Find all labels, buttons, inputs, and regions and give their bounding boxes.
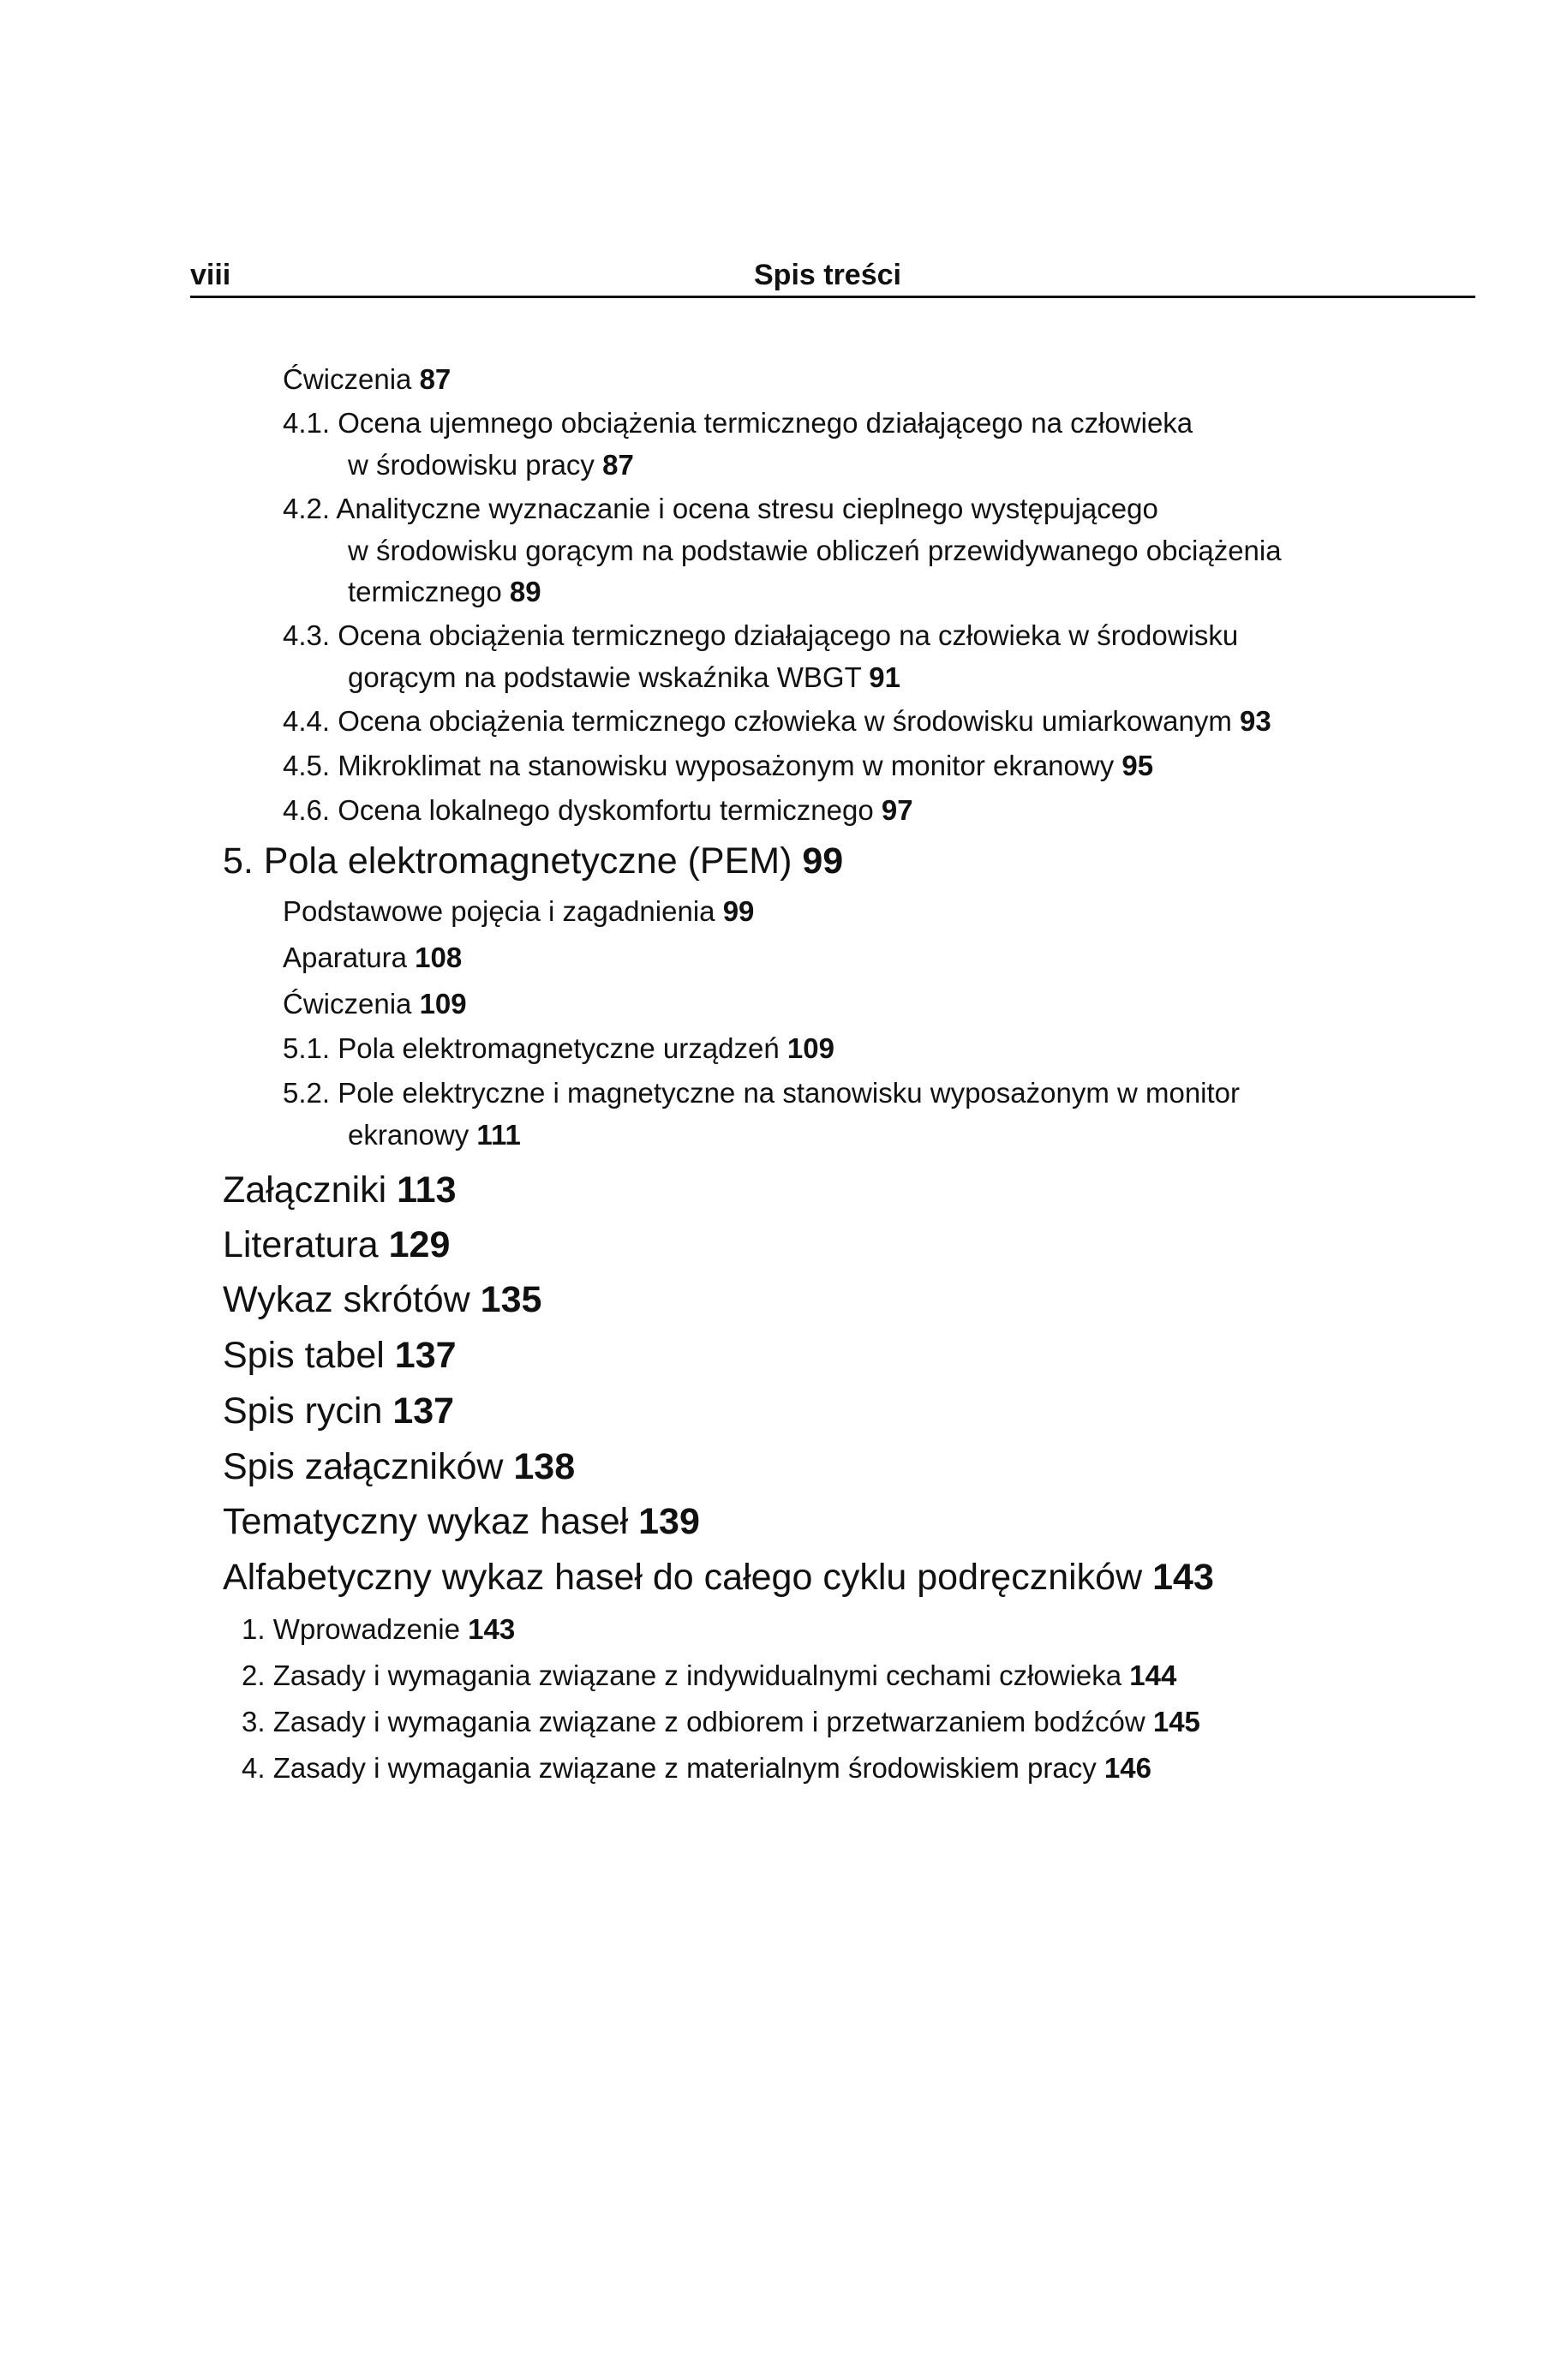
toc-entry-text: Aparatura [283,942,407,973]
toc-entry-4-3-cont [348,661,900,694]
toc-section-number: 3. [242,1706,266,1737]
toc-page-number: 89 [509,576,541,607]
toc-entry-4-2-cont1 [348,535,1282,567]
toc-page-number: 129 [388,1224,451,1265]
toc-entry-thematic-index[interactable] [223,1502,700,1542]
toc-entry-appendix-list[interactable] [223,1447,575,1487]
toc-entry-4-3[interactable] [283,620,1238,651]
toc-entry-4-2[interactable] [283,493,1158,524]
toc-entry-5-2[interactable] [283,1078,1240,1109]
toc-entry-text: Wykaz skrótów [223,1279,470,1320]
running-title: Spis treści [754,259,901,291]
toc-entry-text: Ocena ujemnego obciążenia termicznego działającego na człowieka [338,407,1193,439]
toc-entry-text: Ocena obciążenia termicznego człowieka w środowisku umiarkowanym [338,705,1232,737]
toc-section-number: 2. [242,1659,266,1691]
toc-entry-abbreviations[interactable] [223,1280,541,1320]
toc-entry-text: Załączniki [223,1169,387,1211]
toc-entry-text: Pola elektromagnetyczne urządzeń [338,1032,780,1064]
toc-page-number: 87 [602,449,634,481]
toc-page-number: 143 [1152,1557,1214,1598]
toc-entry-text: Alfabetyczny wykaz haseł do całego cyklu podręczników [223,1557,1143,1598]
toc-entry-text: w środowisku gorącym na podstawie obliczeń przewidywanego obciążenia [348,535,1282,566]
toc-entry-text: Pole elektryczne i magnetyczne na stanowisku wyposażonym w monitor [338,1077,1241,1109]
toc-entry-text: Tematyczny wykaz haseł [223,1501,629,1542]
toc-page-number: 135 [480,1279,542,1320]
toc-entry-5-1[interactable] [283,1033,834,1064]
running-header [190,257,1475,298]
toc-page-number: 93 [1240,705,1271,737]
toc-entry-ai-2[interactable] [242,1660,1176,1691]
toc-page-number: 137 [394,1335,457,1376]
toc-section-number: 4.1. [283,407,331,439]
toc-page-number: 97 [881,794,913,826]
toc-entry-4-5[interactable] [283,750,1153,781]
toc-section-number: 4.3. [283,619,331,651]
toc-entry-text: Ocena lokalnego dyskomfortu termicznego [338,794,874,826]
toc-entry-ai-1[interactable] [242,1614,515,1645]
toc-page-number: 109 [419,988,467,1020]
toc-section-number: 4. [242,1752,266,1784]
toc-entry-text: Ćwiczenia [283,988,412,1020]
toc-entry-4-1-cont [348,449,634,481]
toc-page-number: 139 [638,1501,700,1542]
toc-entry-ch5-apparatus[interactable] [283,942,462,973]
toc-entry-chapter-5[interactable] [223,841,843,882]
toc-page-number: 113 [397,1169,457,1211]
toc-entry-text: gorącym na podstawie wskaźnika WBGT [348,661,862,693]
toc-section-number: 4.6. [283,794,331,826]
toc-section-number: 4.4. [283,705,331,737]
toc-entry-4-6[interactable] [283,795,913,826]
toc-entry-text: Mikroklimat na stanowisku wyposażonym w monitor ekranowy [338,750,1115,781]
toc-section-number: 5.1. [283,1032,331,1064]
toc-entry-literature[interactable] [223,1225,450,1265]
toc-entry-text: w środowisku pracy [348,449,595,481]
toc-page-number: 95 [1121,750,1154,781]
toc-page-number: 146 [1103,1752,1151,1784]
toc-entry-text: Analityczne wyznaczanie i ocena stresu cieplnego występującego [336,493,1158,524]
toc-entry-text: Wprowadzenie [272,1613,460,1645]
toc-entry-text: Ćwiczenia [283,363,412,395]
toc-entry-appendices[interactable] [223,1170,457,1211]
toc-entry-text: Podstawowe pojęcia i zagadnienia [283,895,715,927]
toc-entry-4-2-cont2 [348,576,541,608]
toc-page-number: 137 [392,1390,455,1432]
toc-section-number: 1. [242,1613,266,1645]
toc-page-number: 87 [419,363,452,395]
toc-page-number: 99 [722,895,755,927]
toc-entry-alphabetical-index[interactable] [223,1558,1214,1598]
toc-entry-text: 5. Pola elektromagnetyczne (PEM) [223,840,792,882]
toc-page-number: 91 [869,661,901,693]
toc-entry-4-4[interactable] [283,706,1271,737]
toc-page-number: 99 [802,840,844,882]
toc-entry-text: Spis rycin [223,1390,383,1432]
toc-page-number: 144 [1129,1659,1177,1691]
toc-entry-text: Spis tabel [223,1335,385,1376]
toc-page-number: 108 [415,942,463,973]
toc-entry-5-2-cont [348,1119,521,1151]
toc-section-number: 4.5. [283,750,331,781]
toc-page-number: 111 [476,1119,521,1151]
toc-entry-text: ekranowy [348,1119,469,1151]
page-number: viii [190,259,231,291]
toc-entry-text: termicznego [348,576,502,607]
toc-entry-ch5-exercises[interactable] [283,989,467,1020]
toc-page-number: 138 [513,1446,576,1487]
toc-entry-ai-3[interactable] [242,1707,1200,1737]
toc-entry-text: Spis załączników [223,1446,504,1487]
toc-entry-ch4-exercises[interactable] [283,364,451,395]
toc-section-number: 4.2. [283,493,331,524]
toc-entry-figures[interactable] [223,1391,454,1432]
toc-entry-text: Zasady i wymagania związane z materialnym środowiskiem pracy [272,1752,1097,1784]
toc-page-number: 143 [468,1613,516,1645]
toc-page-number: 145 [1152,1706,1200,1737]
toc-entry-ai-4[interactable] [242,1753,1151,1784]
toc-entry-text: Literatura [223,1224,379,1265]
toc-entry-tables[interactable] [223,1336,457,1376]
toc-entry-4-1[interactable] [283,408,1193,439]
toc-entry-text: Zasady i wymagania związane z odbiorem i przetwarzaniem bodźców [272,1706,1145,1737]
toc-entry-text: Ocena obciążenia termicznego działającego na człowieka w środowisku [338,619,1239,651]
toc-page-number: 109 [786,1032,834,1064]
toc-entry-ch5-basics[interactable] [283,896,754,927]
toc-entry-text: Zasady i wymagania związane z indywidualnymi cechami człowieka [272,1659,1122,1691]
toc-section-number: 5.2. [283,1077,331,1109]
